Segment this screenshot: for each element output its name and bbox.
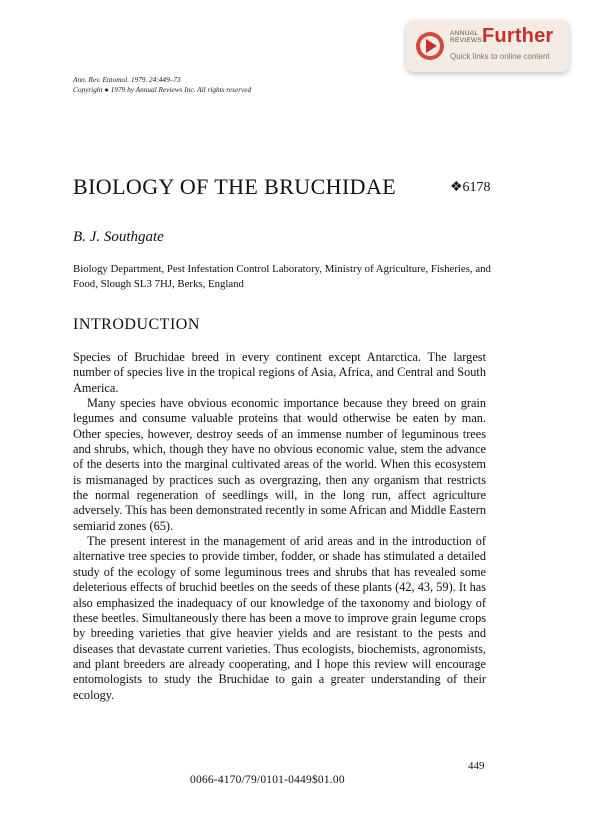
article-code: ❖6178	[450, 180, 491, 195]
annual-reviews-label	[450, 30, 482, 44]
further-links-badge[interactable]	[406, 20, 569, 72]
paragraph: The present interest in the management of arid areas and in the introduction of alternative tree species to provide timber, fodder, or shade has stimulated a detailed study of the ecology of some leguminous trees and shrubs that has revealed some deleterious effects of bruchid beetles on the seeds of these plants (42, 43, 59). It has also emphasized the inadequacy of our knowledge of the taxonomy and biology of these beetles. Simultaneously there has been a move to improve grain legume crops by breeding varieties that give heavier yields and are resistant to the pests and diseases that devastate current varieties. Thus ecologists, biochemists, agronomists, and plant breeders are already cooperating, and I hope this review will encourage entomologists to study the Bruchidae to gain a greater understanding of their ecology.	[73, 534, 486, 702]
body-text	[73, 350, 486, 703]
author-name: B. J. Southgate	[73, 229, 164, 245]
section-heading: INTRODUCTION	[73, 316, 200, 333]
page-number: 449	[468, 760, 485, 772]
reviews-label: REVIEWS	[450, 37, 483, 44]
journal-citation	[73, 75, 251, 95]
paragraph: Many species have obvious economic importance because they breed on grain legumes and consume valuable proteins that would otherwise be eaten by man. Other species, however, destroy seeds of an immense number of leguminous trees and shrubs, which, though they have no obvious economic value, stem the advance of the deserts into the marginal cultivated areas of the world. When this ecosystem is mismanaged by practices such as overgrazing, then any organism that restricts the normal regeneration of seedlings will, in the long run, affect agriculture adversely. This has been demonstrated recently in some African and Middle Eastern semiarid zones (65).	[73, 396, 486, 533]
author-affiliation: Biology Department, Pest Infestation Control Laboratory, Ministry of Agriculture, Fisheries, and Food, Slough SL3 7HJ, Berks, England	[73, 263, 491, 290]
quick-links-label: Quick links to online content	[450, 52, 550, 61]
citation-line: Ann. Rev. Entomol. 1979. 24:449–73	[73, 75, 181, 84]
play-arrow-icon	[415, 31, 445, 61]
annual-label: ANNUAL	[450, 30, 479, 37]
copyright-line: Copyright ● 1979 by Annual Reviews Inc. All rights reserved	[73, 85, 252, 94]
paragraph: Species of Bruchidae breed in every continent except Antarctica. The largest number of species live in the tropical regions of Asia, Africa, and Central and South America.	[73, 350, 486, 395]
article-title: BIOLOGY OF THE BRUCHIDAE	[73, 174, 397, 199]
further-label: Further	[482, 25, 554, 47]
footer-code: 0066-4170/79/0101-0449$01.00	[190, 774, 345, 786]
